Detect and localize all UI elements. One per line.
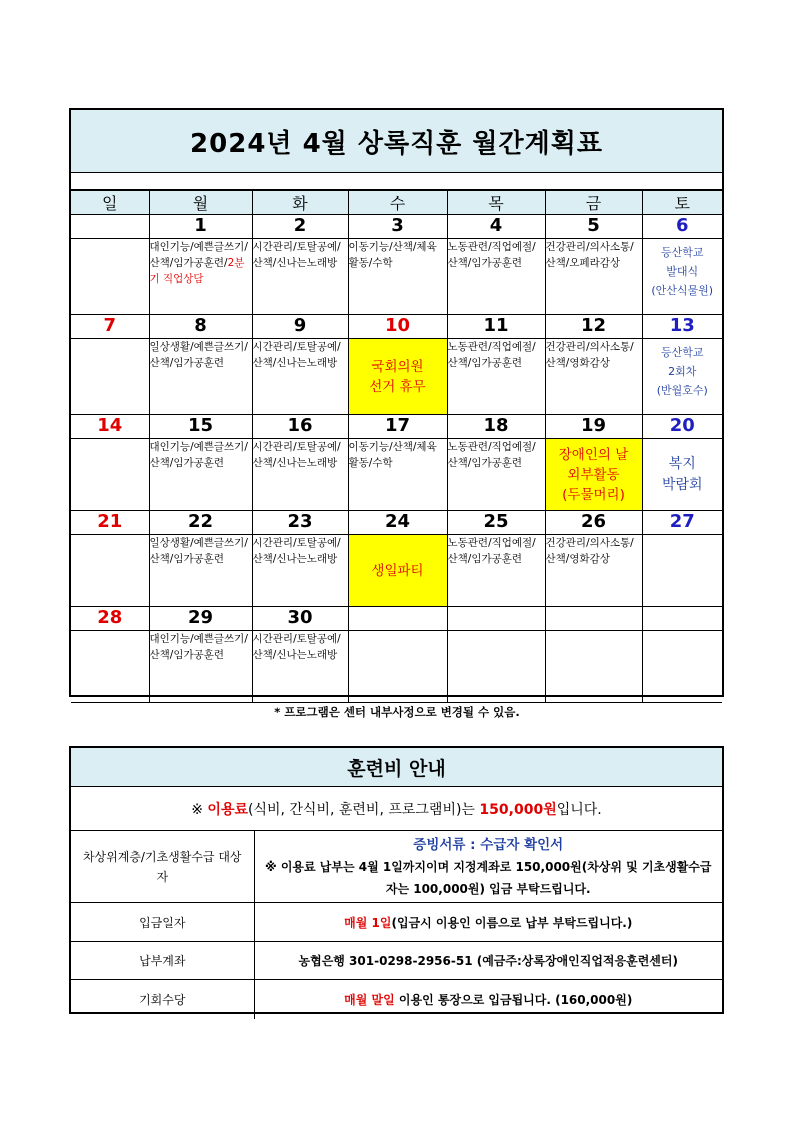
fee-table — [71, 748, 722, 1019]
week-1-activities — [71, 239, 722, 315]
date-cell: 13 — [642, 315, 722, 339]
event-line: 2회차 — [668, 365, 697, 378]
activity-cell — [348, 631, 447, 703]
title-spacer — [71, 173, 722, 190]
payment-instruction: ※ 이용료 납부는 4월 1일까지이며 지정계좌로 150,000원(차상위 및 기초생활수급자는 100,000원) 입금 부탁드립니다. — [264, 859, 712, 896]
activity-cell — [71, 239, 149, 315]
fee-title: 훈련비 안내 — [71, 748, 722, 787]
date-cell: 24 — [348, 511, 447, 535]
fee-info-panel — [69, 746, 724, 1014]
event-line: 장애인의 날 — [558, 446, 629, 463]
date-cell: 4 — [447, 215, 545, 239]
activity-cell: 건강관리/의사소통/산책/오페라감상 — [545, 239, 642, 315]
usage-fee-line — [71, 787, 722, 831]
weekday-fri: 금 — [545, 191, 642, 215]
activity-cell — [642, 535, 722, 607]
event-line: (두물머리) — [562, 486, 625, 503]
event-line: (반월호수) — [656, 384, 708, 397]
calendar-grid — [71, 190, 722, 703]
week-3-dates — [71, 415, 722, 439]
date-cell: 25 — [447, 511, 545, 535]
usage-term: 이용료 — [207, 801, 248, 818]
activity-cell: 시간관리/토탈공예/산책/신나는노래방 — [252, 339, 348, 415]
date-cell — [71, 215, 149, 239]
date-cell — [348, 607, 447, 631]
activity-cell: 시간관리/토탈공예/산책/신나는노래방 — [252, 239, 348, 315]
activity-text: 대인기능/예쁜글쓰기/산책/임가공훈련/ — [149, 241, 248, 269]
week-4-activities — [71, 535, 722, 607]
deposit-date: 매월 1일 — [344, 915, 392, 930]
event-cell — [348, 535, 447, 607]
date-cell: 11 — [447, 315, 545, 339]
weekday-sat: 토 — [642, 191, 722, 215]
activity-cell — [149, 239, 252, 315]
week-3-activities — [71, 439, 722, 511]
date-cell: 19 — [545, 415, 642, 439]
week-5-activities — [71, 631, 722, 703]
date-cell: 15 — [149, 415, 252, 439]
allowance-note: 이용인 통장으로 입금됩니다. (160,000원) — [394, 992, 633, 1007]
activity-cell — [71, 535, 149, 607]
date-cell: 2 — [252, 215, 348, 239]
activity-cell: 노동관련/직업예절/산책/임가공훈련 — [447, 239, 545, 315]
activity-cell: 건강관리/의사소통/산책/영화감상 — [545, 535, 642, 607]
week-1-dates — [71, 215, 722, 239]
activity-highlight: 2분기 직업상담 — [149, 257, 245, 285]
week-4-dates — [71, 511, 722, 535]
usage-amount: 150,000원 — [479, 801, 557, 818]
date-cell: 27 — [642, 511, 722, 535]
row-content — [254, 831, 722, 903]
week-5-dates — [71, 607, 722, 631]
event-line: 복지 — [668, 455, 696, 472]
row-label: 차상위계층/기초생활수급 대상자 — [71, 831, 254, 903]
activity-cell: 대인기능/예쁜글쓰기/산책/임가공훈련 — [149, 631, 252, 703]
activity-cell — [71, 631, 149, 703]
event-line: (안산식물원) — [651, 284, 714, 297]
date-cell: 6 — [642, 215, 722, 239]
date-cell: 22 — [149, 511, 252, 535]
activity-cell: 대인기능/예쁜글쓰기/산책/임가공훈련 — [149, 439, 252, 511]
event-line: 선거 휴무 — [369, 378, 426, 395]
activity-cell — [71, 439, 149, 511]
row-content — [254, 903, 722, 942]
date-cell: 1 — [149, 215, 252, 239]
date-cell: 14 — [71, 415, 149, 439]
activity-cell: 시간관리/토탈공예/산책/신나는노래방 — [252, 439, 348, 511]
event-line: 외부활동 — [567, 466, 620, 483]
activity-cell — [642, 239, 722, 315]
date-cell: 7 — [71, 315, 149, 339]
row-label: 기회수당 — [71, 980, 254, 1019]
calendar-title: 2024년 4월 상록직훈 월간계획표 — [71, 110, 722, 173]
activity-cell: 이동기능/산책/체육활동/수학 — [348, 439, 447, 511]
activity-cell — [447, 631, 545, 703]
monthly-calendar — [69, 108, 724, 697]
activity-cell — [545, 631, 642, 703]
activity-cell — [642, 631, 722, 703]
date-cell: 29 — [149, 607, 252, 631]
week-2-activities — [71, 339, 722, 415]
date-cell: 20 — [642, 415, 722, 439]
holiday-cell — [348, 339, 447, 415]
activity-cell: 시간관리/토탈공예/산책/신나는노래방 — [252, 535, 348, 607]
schedule-change-note: * 프로그램은 센터 내부사정으로 변경될 수 있음. — [274, 705, 520, 719]
activity-cell: 일상생활/예쁜글쓰기/산책/임가공훈련 — [149, 535, 252, 607]
date-cell: 17 — [348, 415, 447, 439]
activity-cell — [642, 339, 722, 415]
activity-cell: 이동기능/산책/체육활동/수학 — [348, 239, 447, 315]
weekday-header-row — [71, 191, 722, 215]
weekday-sun: 일 — [71, 191, 149, 215]
date-cell: 10 — [348, 315, 447, 339]
activity-cell: 노동관련/직업예절/산책/임가공훈련 — [447, 439, 545, 511]
date-cell: 12 — [545, 315, 642, 339]
date-cell: 30 — [252, 607, 348, 631]
weekday-wed: 수 — [348, 191, 447, 215]
allowance-date: 매월 말일 — [344, 992, 395, 1007]
event-line: 등산학교 — [660, 246, 704, 259]
event-line: 등산학교 — [660, 346, 704, 359]
date-cell — [447, 607, 545, 631]
weekday-tue: 화 — [252, 191, 348, 215]
activity-cell — [71, 339, 149, 415]
date-cell: 21 — [71, 511, 149, 535]
bank-account: 농협은행 301-0298-2956-51 (예금주:상록장애인직업적응훈련센터) — [254, 942, 722, 980]
date-cell: 23 — [252, 511, 348, 535]
activity-cell: 노동관련/직업예절/산책/임가공훈련 — [447, 535, 545, 607]
weekday-mon: 월 — [149, 191, 252, 215]
event-line: 국회의원 — [371, 358, 424, 375]
date-cell — [642, 607, 722, 631]
weekday-thu: 목 — [447, 191, 545, 215]
date-cell: 8 — [149, 315, 252, 339]
row-label: 입금일자 — [71, 903, 254, 942]
usage-prefix: ※ — [191, 801, 208, 818]
event-cell — [642, 439, 722, 511]
usage-suffix: 입니다. — [556, 801, 602, 818]
usage-items: (식비, 간식비, 훈련비, 프로그램비)는 — [248, 801, 480, 818]
event-line: 발대식 — [666, 265, 699, 278]
row-label: 납부계좌 — [71, 942, 254, 980]
activity-cell: 일상생활/예쁜글쓰기/산책/임가공훈련 — [149, 339, 252, 415]
activity-cell: 노동관련/직업예절/산책/임가공훈련 — [447, 339, 545, 415]
date-cell: 28 — [71, 607, 149, 631]
date-cell: 18 — [447, 415, 545, 439]
activity-cell: 건강관리/의사소통/산책/영화감상 — [545, 339, 642, 415]
evidence-heading: 증빙서류 : 수급자 확인서 — [413, 836, 564, 853]
event-cell — [545, 439, 642, 511]
row-content — [254, 980, 722, 1019]
week-2-dates — [71, 315, 722, 339]
activity-cell: 시간관리/토탈공예/산책/신나는노래방 — [252, 631, 348, 703]
event-line: 박람회 — [661, 476, 703, 493]
date-cell — [545, 607, 642, 631]
date-cell: 9 — [252, 315, 348, 339]
event-line: 생일파티 — [371, 562, 424, 579]
deposit-note: (입금시 이용인 이름으로 납부 부탁드립니다.) — [391, 915, 633, 930]
date-cell: 16 — [252, 415, 348, 439]
date-cell: 3 — [348, 215, 447, 239]
date-cell: 5 — [545, 215, 642, 239]
date-cell: 26 — [545, 511, 642, 535]
